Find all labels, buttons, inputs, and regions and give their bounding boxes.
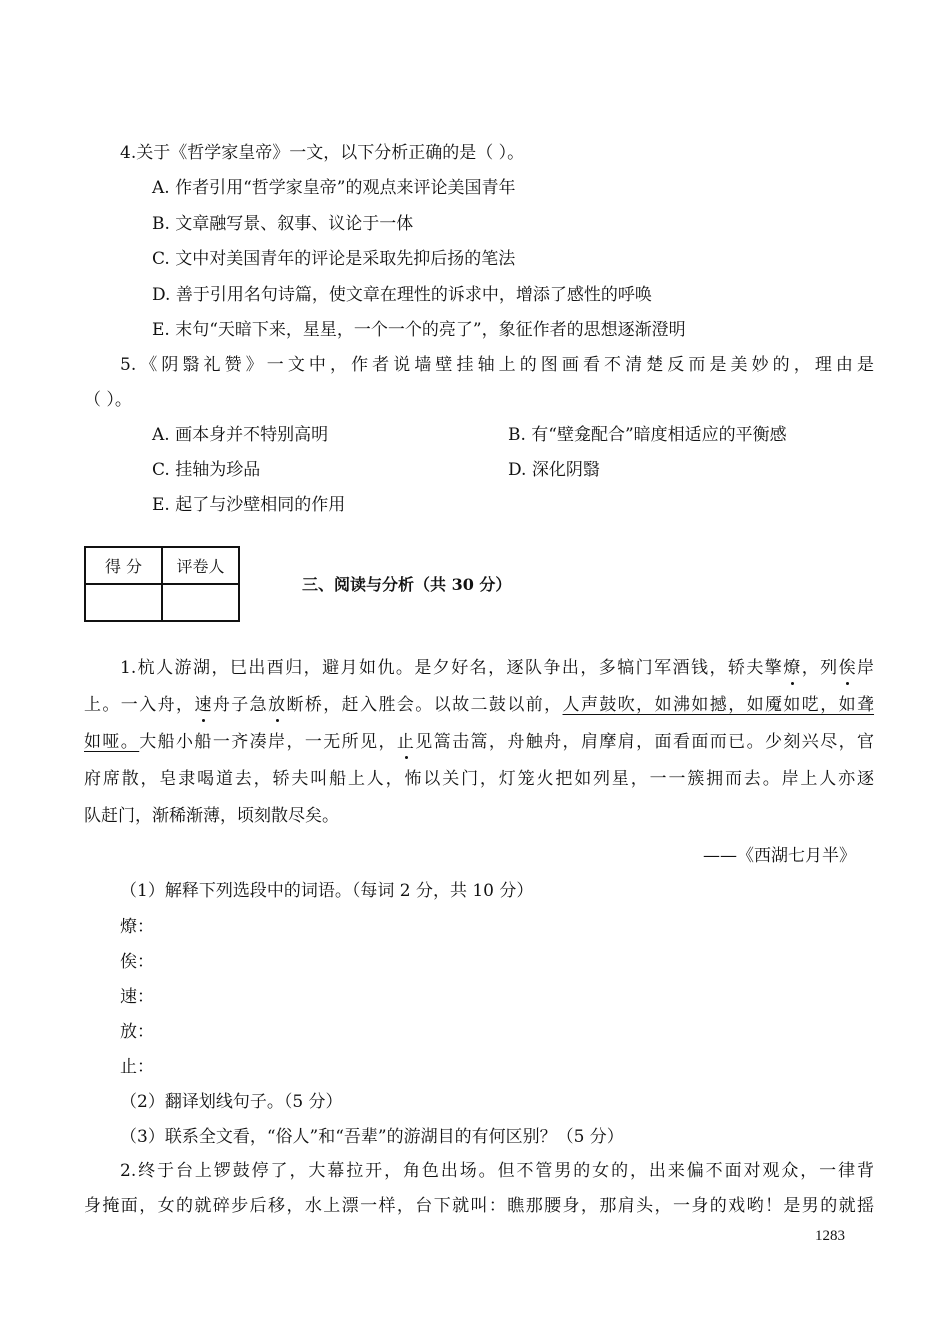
passage2-line1: 2.终于台上锣鼓停了，大幕拉开，角色出场。但不管男的女的，出来偏不面对观众，一律背 [120,1161,874,1181]
keyword-zhi: 止 [396,732,416,752]
score-cell [85,584,162,621]
passage1-line2: 上。一入舟，速舟子急放断桥，赶入胜会。以故二鼓以前，人声鼓吹，如沸如撼，如魇如呓，如聋 [84,695,875,715]
section-title: 三、阅读与分析（共 30 分） [302,575,512,594]
term-su: 速： [120,987,154,1007]
keyword-liao: 燎 [783,658,802,678]
sub-question-3: （3）联系全文看，“俗人”和“吾辈”的游湖目的有何区别？（5 分） [120,1127,624,1147]
q4-option-c: C. 文中对美国青年的评论是采取先抑后扬的笔法 [152,249,516,269]
q5-stem-line1: 5.《阴翳礼赞》一文中，作者说墙壁挂轴上的图画看不清楚反而是美妙的，理由是 [120,355,874,375]
passage2-line2: 身掩面，女的就碎步后移，水上漂一样，台下就叫：瞧那腰身，那肩头，一身的戏哟！是男的就摇 [84,1196,874,1216]
underlined-sentence-part2: 如哑。 [84,732,140,752]
grader-label: 评卷人 [162,547,239,584]
keyword-fang: 放 [268,695,287,715]
score-box [84,546,240,622]
term-si: 俟： [120,952,154,972]
q4-option-b: B. 文章融写景、叙事、议论于一体 [152,214,414,234]
passage1-line5: 队赶门，渐稀渐薄，顷刻散尽矣。 [84,806,339,826]
underlined-sentence-part1: 人声鼓吹，如沸如撼，如魇如呓，如聋 [562,695,875,715]
keyword-si: 俟 [838,658,858,678]
score-label: 得 分 [85,547,162,584]
sub-question-2: （2）翻译划线句子。（5 分） [120,1092,343,1112]
term-fang: 放： [120,1022,154,1042]
q5-option-e: E. 起了与沙壁相同的作用 [152,495,346,515]
q4-option-d: D. 善于引用名句诗篇，使文章在理性的诉求中，增添了感性的呼唤 [152,285,652,305]
grader-cell [162,584,239,621]
q4-option-e: E. 末句“天暗下来，星星，一个一个的亮了”，象征作者的思想逐渐澄明 [152,320,686,340]
term-liao: 燎： [120,917,154,937]
q5-option-d: D. 深化阴翳 [508,460,600,480]
term-zhi: 止： [120,1057,154,1077]
passage1-line3: 如哑。大船小船一齐凑岸，一无所见，止见篙击篙，舟触舟，肩摩肩，面看面而已。少刻兴尽，官 [84,732,875,752]
q5-stem-line2: （ ）。 [84,390,132,410]
passage1-line1: 1.杭人游湖，巳出酉归，避月如仇。是夕好名，逐队争出，多犒门军酒钱，轿夫擎燎，列俟岸 [120,658,875,678]
passage1-source: ——《西湖七月半》 [703,846,856,866]
q4-stem: 4.关于《哲学家皇帝》一文，以下分析正确的是（ ）。 [120,143,525,163]
sub-question-1: （1）解释下列选段中的词语。（每词 2 分，共 10 分） [120,881,534,901]
q5-option-c: C. 挂轴为珍品 [152,460,261,480]
passage1-line4: 府席散，皂隶喝道去，轿夫叫船上人，怖以关门，灯笼火把如列星，一一簇拥而去。岸上人亦逐 [84,769,874,789]
keyword-su: 速 [194,695,213,715]
q5-option-a: A. 画本身并不特别高明 [152,425,329,445]
q5-option-b: B. 有“壁龛配合”暗度相适应的平衡感 [508,425,787,445]
page-number: 1283 [815,1228,845,1244]
q4-option-a: A. 作者引用“哲学家皇帝”的观点来评论美国青年 [152,178,516,198]
